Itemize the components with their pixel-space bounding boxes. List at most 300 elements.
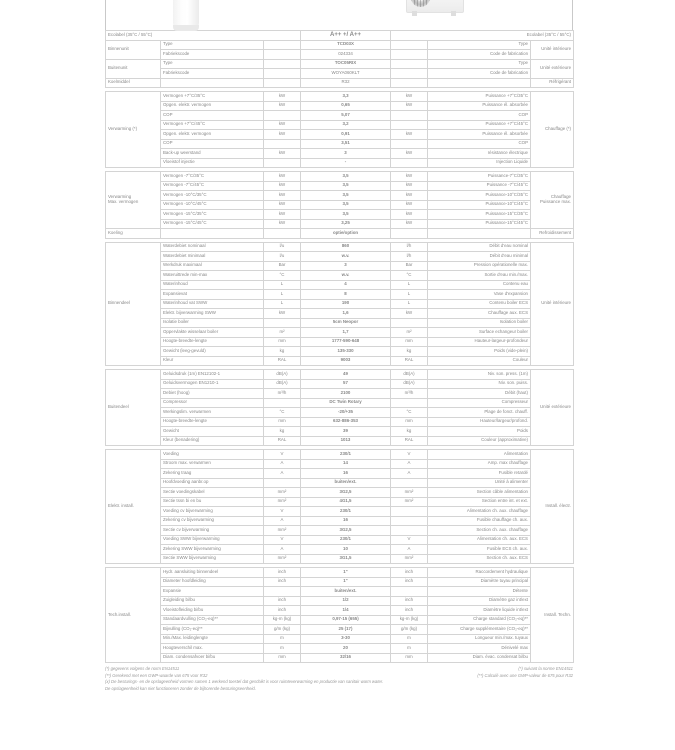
row-label-fr: Puissance-10°C/45°C <box>428 200 531 210</box>
row-value: 3G2,5 <box>301 526 391 536</box>
row-label-nl: Hoofdvoeding aanbr.op <box>161 478 264 488</box>
row-label-nl: Fabriekscode <box>161 69 264 79</box>
row-unit-fr <box>391 398 428 408</box>
row-label-nl: Kleur <box>161 356 264 366</box>
row-value: 3,5 <box>301 172 391 182</box>
group-label-nl: Buitendeel <box>106 370 161 446</box>
row-unit-nl <box>264 318 301 328</box>
row-value: 190 <box>301 299 391 309</box>
row-label-fr: Détente <box>428 587 531 597</box>
group-indoor-unit-fr: Unité intérieure <box>531 40 574 59</box>
row-label-fr: Contenu eau <box>428 280 531 290</box>
row-label-nl: Werkingslim. verwarmen <box>161 408 264 418</box>
table-row <box>106 130 574 140</box>
row-label-nl: Sectie voedingskabel <box>161 488 264 498</box>
row-unit-nl: kW <box>264 101 301 111</box>
row-label-fr: Fusible retardé <box>428 469 531 479</box>
row-label-fr: Puissance-7°C/35°C <box>428 172 531 182</box>
row-label-fr: Alimentation <box>428 450 531 460</box>
spacer-cell <box>161 78 264 88</box>
group-label-fr: Unité extérieure <box>531 370 574 446</box>
row-label-nl: Voeding <box>161 450 264 460</box>
row-label-fr: Diamètre gaz int/ext <box>428 596 531 606</box>
row-label-fr: Code de fabrication <box>428 50 531 60</box>
ecolabel-value: A++ +/ A++ <box>301 31 391 41</box>
row-unit-fr: inch <box>391 568 428 578</box>
group-outdoor-unit-nl: Buitenunit <box>106 59 161 78</box>
row-value: 632-886-353 <box>301 417 391 427</box>
row-label-nl: Voeding SWW bijverwarming <box>161 535 264 545</box>
row-value: WOYA060KLT <box>301 69 391 79</box>
heating-max-table <box>105 171 574 239</box>
row-value: 16 <box>301 469 391 479</box>
table-row <box>106 101 574 111</box>
table-row <box>106 653 574 663</box>
row-value: 32/16 <box>301 653 391 663</box>
row-label-fr: Section ch. aux. ECS <box>428 554 531 564</box>
row-label-fr: résistance électrique <box>428 149 531 159</box>
row-value: 3G1,5 <box>301 554 391 564</box>
row-label-nl: Gewicht <box>161 427 264 437</box>
row-unit-nl: kW <box>264 130 301 140</box>
row-unit-fr: kW <box>391 181 428 191</box>
group-label-nl: Elektr. install. <box>106 450 161 564</box>
row-value: 39 <box>301 427 391 437</box>
row-unit-fr: Bar <box>391 261 428 271</box>
row-unit-fr: A <box>391 545 428 555</box>
row-label-nl: Debiet (hoog) <box>161 389 264 399</box>
row-label-nl: Back-up weerstand <box>161 149 264 159</box>
table-row <box>106 271 574 281</box>
row-label-fr: Couleur <box>428 356 531 366</box>
row-label-fr: Plage de fonct. chauff. <box>428 408 531 418</box>
row-unit-nl: mm² <box>264 526 301 536</box>
spacer-cell <box>264 229 301 239</box>
row-label-nl: Bijvulling (CO₂-eq)** <box>161 625 264 635</box>
row-unit-fr: L <box>391 290 428 300</box>
refrigerant-label-nl: Koelmiddel <box>106 78 161 88</box>
table-row <box>106 370 574 380</box>
row-value: 1" <box>301 577 391 587</box>
row-unit-fr: kW <box>391 149 428 159</box>
row-unit-fr <box>391 139 428 149</box>
row-value: 3-30 <box>301 634 391 644</box>
row-label-nl: Geluidsvermogen EN1210-1 <box>161 379 264 389</box>
row-label-fr: Couleur (approximative) <box>428 436 531 446</box>
table-row-cooling <box>106 229 574 239</box>
table-row <box>106 120 574 130</box>
row-value: 230/1 <box>301 507 391 517</box>
row-value: 4G1,5 <box>301 497 391 507</box>
row-unit-nl: Bar <box>264 261 301 271</box>
row-label-fr: Charge supplémentaire (CO₂-eq)** <box>428 625 531 635</box>
row-unit-fr: kW <box>391 172 428 182</box>
row-label-nl: Vermogen -15°C/45°C <box>161 219 264 229</box>
table-row <box>106 261 574 271</box>
row-unit-nl: V <box>264 535 301 545</box>
table-row <box>106 290 574 300</box>
row-unit-nl: L <box>264 280 301 290</box>
row-label-fr: Contenu boiler ECS <box>428 299 531 309</box>
row-unit-nl: kg-m (kg) <box>264 615 301 625</box>
row-label-fr: Puissance-15°C/35°C <box>428 210 531 220</box>
row-unit-nl: kW <box>264 191 301 201</box>
row-unit-fr <box>391 111 428 121</box>
row-label-nl: Waterdebiet minimaal <box>161 252 264 262</box>
row-unit-fr: inch <box>391 577 428 587</box>
table-row <box>106 318 574 328</box>
row-label-fr: Puissance él. absorbée <box>428 130 531 140</box>
table-row <box>106 210 574 220</box>
table-row <box>106 450 574 460</box>
row-label-fr: Fusible ECS ch. aux. <box>428 545 531 555</box>
row-unit-nl: m³/h <box>264 389 301 399</box>
row-unit-nl <box>264 59 301 69</box>
row-label-fr: Raccordement hydraulique <box>428 568 531 578</box>
row-value: 230/1 <box>301 535 391 545</box>
table-row <box>106 644 574 654</box>
row-label-nl: Vermogen -10°C/45°C <box>161 200 264 210</box>
row-label-nl: Sectie cv bijverwarming <box>161 526 264 536</box>
row-unit-nl: A <box>264 516 301 526</box>
row-unit-nl: °C <box>264 271 301 281</box>
table-row <box>106 568 574 578</box>
row-unit-nl: kg <box>264 427 301 437</box>
row-unit-fr: kg <box>391 427 428 437</box>
row-unit-nl: kW <box>264 210 301 220</box>
row-unit-nl: mm <box>264 417 301 427</box>
outdoor-foot-right <box>451 11 456 16</box>
table-row <box>106 200 574 210</box>
row-label-nl: Zekering SWW bijverwarming <box>161 545 264 555</box>
table-row <box>106 379 574 389</box>
group-label-nl: Tech.install. <box>106 568 161 663</box>
row-label-nl: Hoogte-breedte-lengte <box>161 337 264 347</box>
spacer-cell <box>264 78 301 88</box>
row-label-fr: Unité à alimenter <box>428 478 531 488</box>
ecolabel-label-nl: Ecolabel (35°C / 55°C) <box>106 31 301 41</box>
table-row <box>106 309 574 319</box>
row-unit-nl: dB(A) <box>264 370 301 380</box>
row-unit-fr: m <box>391 634 428 644</box>
row-label-nl: Type <box>161 40 264 50</box>
row-unit-fr: A <box>391 459 428 469</box>
group-label-nl: Verwarming Max. vermogen <box>106 172 161 229</box>
row-value: 3,5 <box>301 200 391 210</box>
row-unit-fr: inch <box>391 606 428 616</box>
row-label-fr: Niv. son. puiss. <box>428 379 531 389</box>
table-row <box>106 596 574 606</box>
table-row <box>106 615 574 625</box>
row-label-fr: Niv. son. press. (1m) <box>428 370 531 380</box>
row-value: 57 <box>301 379 391 389</box>
spacer-cell <box>391 229 428 239</box>
row-label-fr: Poids <box>428 427 531 437</box>
row-label-nl: Stroom max. verwarmen <box>161 459 264 469</box>
row-label-fr: Pression opérationelle max. <box>428 261 531 271</box>
row-label-nl: Fabriekscode <box>161 50 264 60</box>
table-row <box>106 219 574 229</box>
row-unit-nl: kW <box>264 120 301 130</box>
footnote-1-fr: (*) suivant la norme EN14511 <box>518 666 573 671</box>
table-row-ecolabel <box>106 31 574 41</box>
row-label-nl: Vermogen +7°C/45°C <box>161 120 264 130</box>
footnote-2-nl: (**) Gerekend met een GWP-waarde van 675 voor R32 <box>105 672 208 678</box>
row-value: 3,2 <box>301 120 391 130</box>
row-unit-fr: RAL <box>391 356 428 366</box>
row-unit-nl: kW <box>264 200 301 210</box>
row-value: 3 <box>301 149 391 159</box>
row-value: buiten/ext. <box>301 478 391 488</box>
row-label-fr: Débit d'eau minimal <box>428 252 531 262</box>
group-label-nl: Binnendeel <box>106 242 161 366</box>
row-unit-fr: m² <box>391 328 428 338</box>
row-label-nl: Expansievat <box>161 290 264 300</box>
row-label-fr: Isolation boiler <box>428 318 531 328</box>
table-row <box>106 497 574 507</box>
row-unit-nl: g/m (kg) <box>264 625 301 635</box>
row-value: 4 <box>301 280 391 290</box>
row-unit-nl <box>264 158 301 168</box>
row-unit-nl <box>264 40 301 50</box>
row-label-nl: Waterinhoud <box>161 280 264 290</box>
table-row <box>106 172 574 182</box>
row-unit-nl: kg <box>264 347 301 357</box>
row-unit-nl: mm² <box>264 488 301 498</box>
table-row <box>106 459 574 469</box>
row-label-fr: Diamètre tuyau principal <box>428 577 531 587</box>
row-label-fr: Hauteur/largeur/profond. <box>428 417 531 427</box>
spacer-cell <box>428 78 531 88</box>
group-outdoor-unit-fr: Unité extérieure <box>531 59 574 78</box>
row-label-nl: Type <box>161 59 264 69</box>
row-value: 3 <box>301 261 391 271</box>
row-unit-fr: mm² <box>391 554 428 564</box>
row-value: 0,65 <box>301 101 391 111</box>
row-label-fr: Diamètre liquide int/ext <box>428 606 531 616</box>
row-unit-nl <box>264 50 301 60</box>
row-unit-fr: °C <box>391 408 428 418</box>
row-value: - <box>301 158 391 168</box>
row-unit-fr <box>391 516 428 526</box>
row-unit-nl <box>264 398 301 408</box>
row-label-fr: COP <box>428 139 531 149</box>
outdoor-table <box>105 369 574 446</box>
row-label-nl: Zekering traag <box>161 469 264 479</box>
row-unit-nl: mm <box>264 337 301 347</box>
row-unit-fr <box>391 59 428 69</box>
row-unit-nl <box>264 69 301 79</box>
row-value: w.v. <box>301 252 391 262</box>
cooling-label-nl: Koeling <box>106 229 161 239</box>
row-label-fr: COP <box>428 111 531 121</box>
table-row <box>106 417 574 427</box>
table-row <box>106 634 574 644</box>
row-label-fr: Alimentation ch. aux. chauffage <box>428 507 531 517</box>
row-unit-fr: mm² <box>391 497 428 507</box>
row-unit-fr <box>391 318 428 328</box>
row-value: 1/2 <box>301 596 391 606</box>
row-unit-fr <box>391 50 428 60</box>
table-row <box>106 398 574 408</box>
table-row <box>106 299 574 309</box>
row-unit-nl: inch <box>264 596 301 606</box>
row-unit-nl: inch <box>264 577 301 587</box>
footnote-row-2 <box>105 673 573 680</box>
row-unit-nl: mm <box>264 653 301 663</box>
row-label-nl: Min./Max. leidinglengte <box>161 634 264 644</box>
product-image-strip <box>105 0 573 30</box>
group-indoor-unit-nl: Binnenunit <box>106 40 161 59</box>
table-row <box>106 389 574 399</box>
row-unit-fr <box>391 40 428 50</box>
row-label-fr: Section entre int. et ext. <box>428 497 531 507</box>
table-row <box>106 535 574 545</box>
table-row <box>106 625 574 635</box>
table-row <box>106 158 574 168</box>
spacer-cell <box>428 229 531 239</box>
table-row <box>106 337 574 347</box>
row-value: 1,7 <box>301 328 391 338</box>
row-unit-nl: A <box>264 545 301 555</box>
row-label-fr: Surface echangeur boiler <box>428 328 531 338</box>
table-row <box>106 40 574 50</box>
row-unit-fr: kW <box>391 191 428 201</box>
row-label-nl: Diameter hoofdleiding <box>161 577 264 587</box>
row-value: 3,51 <box>301 139 391 149</box>
group-label-fr: Chauffage (*) <box>531 92 574 168</box>
row-label-nl: Expansie <box>161 587 264 597</box>
row-label-nl: Kleur (benadering) <box>161 436 264 446</box>
row-unit-nl: kW <box>264 92 301 102</box>
row-label-nl: Diam. condensafvoer bi/bu <box>161 653 264 663</box>
footnote-2-fr: (**) Calculé avec une GWP-valeur de 675 pour R32 <box>477 672 573 678</box>
row-unit-nl: A <box>264 459 301 469</box>
row-label-nl: Hoogteverschil max. <box>161 644 264 654</box>
row-value: 5,07 <box>301 111 391 121</box>
row-label-fr: Fusible chauffage ch. aux. <box>428 516 531 526</box>
row-label-nl: Wateruittrede min-max <box>161 271 264 281</box>
row-label-nl: Werkdruk maximaal <box>161 261 264 271</box>
technical-table <box>105 567 574 663</box>
row-unit-fr: mm <box>391 337 428 347</box>
row-value: 1,6 <box>301 309 391 319</box>
row-label-fr: Section câble alimentation <box>428 488 531 498</box>
row-value: 2100 <box>301 389 391 399</box>
row-value: 1013 <box>301 436 391 446</box>
row-label-nl: Gewicht (leeg-gevuld) <box>161 347 264 357</box>
row-unit-fr <box>391 507 428 517</box>
row-value: 024334 <box>301 50 391 60</box>
row-label-fr: Chauffage aux. ECS <box>428 309 531 319</box>
heating-table <box>105 91 574 168</box>
row-value: 1777-590-648 <box>301 337 391 347</box>
row-unit-nl: V <box>264 450 301 460</box>
row-unit-fr: mm² <box>391 488 428 498</box>
row-value: TOC05RIX <box>301 59 391 69</box>
row-value: 135-330 <box>301 347 391 357</box>
footnote-4: De opslageenheid kan niet functioneren zonder de bijhorende besturingseenheid. <box>105 686 256 692</box>
row-label-nl: Opgen. elektr. vermogen <box>161 130 264 140</box>
row-unit-fr <box>391 69 428 79</box>
row-unit-fr: RAL <box>391 436 428 446</box>
row-unit-fr: V <box>391 450 428 460</box>
table-row <box>106 92 574 102</box>
row-label-nl: Vermogen -10°C/35°C <box>161 191 264 201</box>
footnote-row-1 <box>105 666 573 673</box>
table-row <box>106 252 574 262</box>
outdoor-foot-left <box>412 11 417 16</box>
row-unit-fr: kW <box>391 219 428 229</box>
table-row <box>106 280 574 290</box>
table-row <box>106 50 574 60</box>
table-row <box>106 507 574 517</box>
row-label-fr: Puissance-10°C/35°C <box>428 191 531 201</box>
row-label-nl: Vermogen -15°C/35°C <box>161 210 264 220</box>
row-unit-nl: L <box>264 290 301 300</box>
row-value: 9003 <box>301 356 391 366</box>
row-value: 20 <box>301 644 391 654</box>
refrigerant-value: R32 <box>301 78 391 88</box>
row-label-fr: Compresseur <box>428 398 531 408</box>
row-label-nl: Standaardvulling (CO₂-eq)** <box>161 615 264 625</box>
row-unit-nl: V <box>264 507 301 517</box>
row-unit-nl <box>264 587 301 597</box>
row-value: 0,91 <box>301 130 391 140</box>
refrigerant-label-fr: Réfrigérant <box>531 78 574 88</box>
spec-sheet <box>105 0 573 693</box>
footnote-3: (x) De besturings- en de opslageenheid vormen samen 1 werkend toestel dat geschikt is voor ruimteverwarming en productie van sanitair warm water. <box>105 679 384 685</box>
row-label-fr: Diam. évac. condensat bi/bu <box>428 653 531 663</box>
row-value: 0,97-15 (655) <box>301 615 391 625</box>
row-value: 5cm Neopor <box>301 318 391 328</box>
row-value: 8 <box>301 290 391 300</box>
table-row <box>106 347 574 357</box>
row-label-fr: Puissance +7°C/45°C <box>428 120 531 130</box>
row-label-nl: Hydr. aansluiting binnendeel <box>161 568 264 578</box>
table-row <box>106 328 574 338</box>
group-label-fr: Install. électr. <box>531 450 574 564</box>
row-unit-fr <box>391 120 428 130</box>
row-value: 3G2,5 <box>301 488 391 498</box>
row-label-fr: Amp. max chauffage <box>428 459 531 469</box>
row-unit-nl: RAL <box>264 436 301 446</box>
row-value: -20/+35 <box>301 408 391 418</box>
row-unit-nl <box>264 478 301 488</box>
row-unit-nl: m² <box>264 328 301 338</box>
row-unit-nl: m <box>264 634 301 644</box>
row-unit-fr: dB(A) <box>391 379 428 389</box>
table-row <box>106 488 574 498</box>
row-label-fr: Type <box>428 40 531 50</box>
row-label-fr: Section ch. aux. chauffage <box>428 526 531 536</box>
row-value: 14 <box>301 459 391 469</box>
table-row <box>106 545 574 555</box>
electrical-table <box>105 449 574 564</box>
table-row <box>106 111 574 121</box>
footnotes <box>105 666 573 693</box>
row-label-nl: Vloeistof injectie <box>161 158 264 168</box>
table-row <box>106 587 574 597</box>
row-label-nl: Sectie tssn bi en bu <box>161 497 264 507</box>
row-unit-fr <box>391 526 428 536</box>
row-unit-fr: kg <box>391 347 428 357</box>
indoor-table <box>105 242 574 367</box>
row-unit-nl: kW <box>264 219 301 229</box>
table-row <box>106 554 574 564</box>
table-row <box>106 69 574 79</box>
row-value: 25 (17) <box>301 625 391 635</box>
